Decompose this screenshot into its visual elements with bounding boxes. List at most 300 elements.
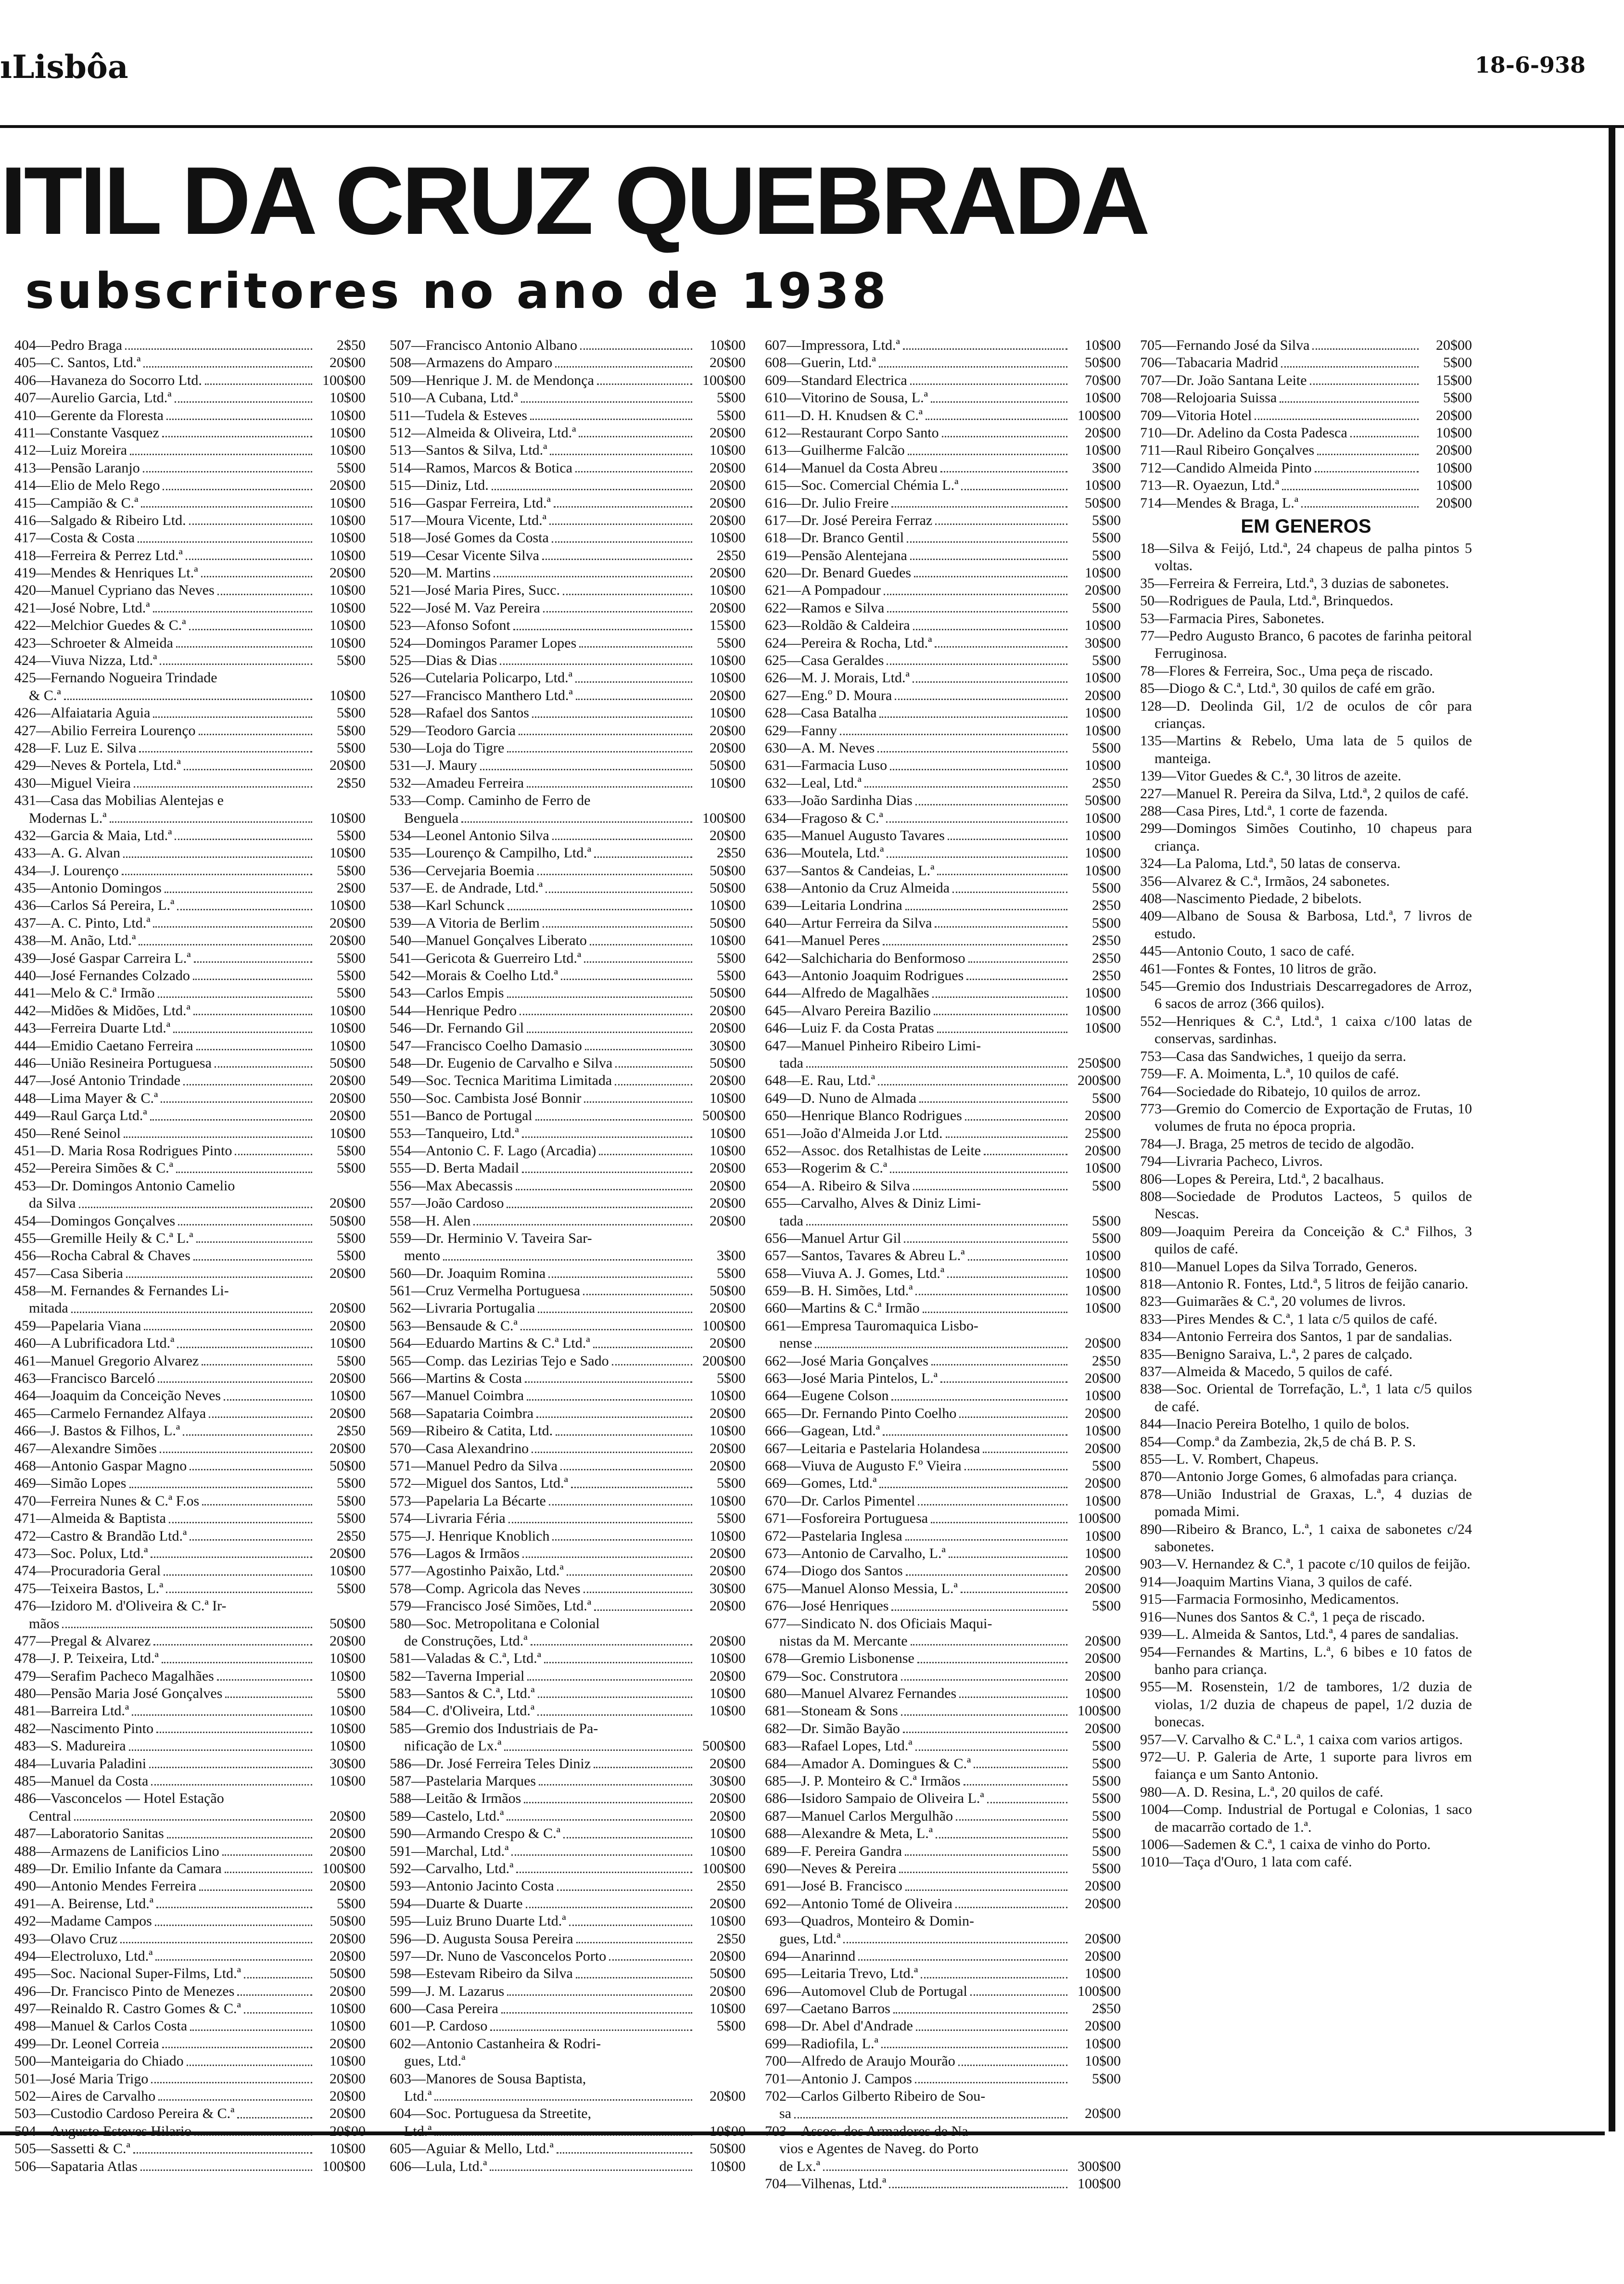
subscriber-name: 571—Manuel Pedro da Silva bbox=[390, 1457, 558, 1474]
subscriber-name: 534—Leonel Antonio Silva bbox=[390, 827, 549, 843]
subscriber-amount: 2$00 bbox=[337, 880, 366, 896]
dot-leader bbox=[538, 1295, 692, 1313]
dot-leader bbox=[165, 875, 312, 893]
dot-leader bbox=[615, 1050, 692, 1068]
subscriber-row bbox=[14, 1650, 366, 1667]
subscriber-name: 584—C. d'Oliveira, Ltd.ª bbox=[390, 1703, 535, 1719]
subscriber-amount: 5$00 bbox=[717, 1370, 746, 1387]
subscriber-name: 422—Melchior Guedes & C.ª bbox=[14, 617, 186, 634]
dot-leader bbox=[952, 875, 1067, 893]
subscriber-amount: 20$00 bbox=[710, 495, 746, 511]
subscriber-row bbox=[390, 442, 746, 459]
subscriber-row bbox=[390, 1072, 746, 1089]
subscriber-amount: 50$00 bbox=[710, 985, 746, 1001]
subscriber-row bbox=[765, 810, 1121, 827]
dot-leader bbox=[538, 1681, 692, 1698]
dot-leader bbox=[552, 1523, 692, 1541]
generos-item: 545—Gremio dos Industriais Descarregadores de Arroz, 6 sacos de arroz (366 quilos). bbox=[1140, 978, 1472, 1012]
dot-leader bbox=[552, 823, 692, 840]
subscriber-amount: 30$00 bbox=[710, 1580, 746, 1596]
dot-leader bbox=[890, 753, 1067, 770]
subscriber-name: 566—Martins & Costa bbox=[390, 1370, 522, 1387]
subscriber-name: 442—Midões & Midões, Ltd.ª bbox=[14, 1002, 190, 1019]
subscriber-name: da Silva bbox=[29, 1195, 76, 1212]
subscriber-amount: 20$00 bbox=[330, 1072, 366, 1089]
dot-leader bbox=[886, 805, 1067, 823]
dot-leader bbox=[887, 840, 1067, 857]
dot-leader bbox=[160, 1436, 312, 1453]
subscriber-amount: 20$00 bbox=[710, 827, 746, 843]
dot-leader bbox=[794, 2101, 1067, 2118]
subscriber-amount: 20$00 bbox=[710, 1195, 746, 1212]
dot-leader bbox=[492, 472, 692, 490]
subscriber-name: 701—Antonio J. Campos bbox=[765, 2070, 912, 2087]
subscriber-amount: 20$00 bbox=[330, 1983, 366, 1999]
generos-item: 35—Ferreira & Ferreira, Ltd.ª, 3 duzias de sabonetes. bbox=[1140, 575, 1449, 591]
subscriber-name: 415—Campião & C.ª bbox=[14, 495, 139, 511]
generos-item: 764—Sociedade do Ribatejo, 10 quilos de arroz. bbox=[1140, 1083, 1421, 1099]
dot-leader bbox=[561, 963, 692, 980]
dot-leader bbox=[520, 998, 692, 1015]
subscriber-name: 407—Aurelio Garcia, Ltd.ª bbox=[14, 390, 172, 406]
subscriber-name: 561—Cruz Vermelha Portuguesa bbox=[390, 1283, 581, 1299]
generos-item: 834—Antonio Ferreira dos Santos, 1 par de sandalias. bbox=[1140, 1328, 1453, 1345]
subscriber-amount: 10$00 bbox=[330, 407, 366, 423]
dot-leader bbox=[901, 1698, 1067, 1715]
subscriber-amount: 10$00 bbox=[710, 442, 746, 459]
subscriber-amount: 20$00 bbox=[1085, 1650, 1121, 1667]
subscriber-amount: 20$00 bbox=[1085, 424, 1121, 441]
dot-leader bbox=[915, 788, 1067, 805]
subscriber-row bbox=[14, 704, 366, 722]
dot-leader bbox=[196, 1225, 313, 1243]
dot-leader bbox=[552, 525, 692, 542]
subscriber-name: 653—Rogerim & C.ª bbox=[765, 1160, 888, 1176]
dot-leader bbox=[156, 1891, 312, 1908]
dot-leader bbox=[935, 630, 1067, 648]
dot-leader bbox=[522, 1155, 692, 1173]
subscriber-amount: 500$00 bbox=[702, 1108, 746, 1124]
subscriber-amount: 20$00 bbox=[710, 1300, 746, 1316]
subscriber-amount: 5$00 bbox=[337, 722, 366, 739]
subscriber-amount: 10$00 bbox=[1085, 1283, 1121, 1299]
subscriber-amount: 10$00 bbox=[710, 1423, 746, 1439]
subscriber-name: 645—Alvaro Pereira Bazilio bbox=[765, 1002, 931, 1019]
subscriber-amount: 50$00 bbox=[330, 1055, 366, 1071]
dot-leader bbox=[217, 1663, 312, 1681]
dot-leader bbox=[124, 1121, 312, 1138]
subscriber-name: 486—Vasconcelos — Hotel Estação bbox=[14, 1790, 224, 1807]
dot-leader bbox=[199, 718, 312, 735]
subscriber-amount: 10$00 bbox=[330, 582, 366, 599]
subscriber-amount: 20$00 bbox=[710, 1755, 746, 1772]
subscriber-amount: 5$00 bbox=[1092, 1738, 1121, 1754]
subscriber-name: 697—Caetano Barros bbox=[765, 2001, 890, 2017]
subscriber-name: 590—Armando Crespo & C.ª bbox=[390, 1825, 560, 1842]
dot-leader bbox=[522, 1541, 692, 1558]
subscriber-name: 420—Manuel Cypriano das Neves bbox=[14, 582, 215, 599]
subscriber-name: 678—Gremio Lisbonense bbox=[765, 1650, 914, 1667]
subscriber-name: 482—Nascimento Pinto bbox=[14, 1720, 154, 1736]
subscriber-name: 612—Restaurant Corpo Santo bbox=[765, 424, 939, 441]
subscriber-name: 452—Pereira Simões & C.ª bbox=[14, 1160, 173, 1176]
subscriber-name: 647—Manuel Pinheiro Ribeiro Limi- bbox=[765, 1037, 981, 1054]
subscriber-amount: 20$00 bbox=[710, 1335, 746, 1352]
dot-leader bbox=[961, 1576, 1067, 1593]
dot-leader bbox=[806, 1208, 1067, 1225]
subscriber-name: 425—Fernando Nogueira Trindade bbox=[14, 670, 217, 686]
subscriber-name: 421—José Nobre, Ltd.ª bbox=[14, 600, 150, 616]
subscriber-amount: 2$50 bbox=[1092, 897, 1121, 914]
subscriber-amount: 20$00 bbox=[1436, 495, 1472, 511]
dot-leader bbox=[935, 508, 1067, 525]
subscriber-amount: 5$00 bbox=[1092, 1790, 1121, 1807]
generos-item: 227—Manuel R. Pereira da Silva, Ltd.ª, 2 quilos de café. bbox=[1140, 785, 1469, 802]
subscriber-name: 539—A Vitoria de Berlim bbox=[390, 915, 540, 931]
subscriber-name: 549—Soc. Tecnica Maritima Limitada bbox=[390, 1072, 612, 1089]
subscriber-amount: 10$00 bbox=[1436, 424, 1472, 441]
subscriber-amount: 5$00 bbox=[337, 459, 366, 476]
subscriber-amount: 10$00 bbox=[1436, 459, 1472, 476]
dot-leader bbox=[530, 403, 692, 420]
subscriber-amount: 5$00 bbox=[337, 827, 366, 843]
subscriber-amount: 10$00 bbox=[1085, 1265, 1121, 1281]
subscriber-name: 580—Soc. Metropolitana e Colonial bbox=[390, 1615, 600, 1632]
generos-item: 914—Joaquim Martins Viana, 3 quilos de café. bbox=[1140, 1573, 1412, 1590]
subscriber-name: 455—Gremille Heily & C.ª L.ª bbox=[14, 1230, 193, 1246]
dot-leader bbox=[916, 2014, 1067, 2031]
subscriber-row bbox=[390, 617, 746, 634]
dot-leader bbox=[907, 525, 1067, 542]
subscriber-name: 680—Manuel Alvarez Fernandes bbox=[765, 1685, 957, 1702]
subscriber-row bbox=[765, 1773, 1121, 1790]
subscriber-name: 460—A Lubrificadora Ltd.ª bbox=[14, 1335, 175, 1352]
subscriber-amount: 20$00 bbox=[710, 1002, 746, 1019]
subscriber-name: 609—Standard Electrica bbox=[765, 372, 907, 388]
subscriber-row bbox=[765, 2105, 1121, 2122]
subscriber-amount: 500$00 bbox=[702, 1738, 746, 1754]
dot-leader bbox=[948, 823, 1067, 840]
subscriber-name: 453—Dr. Domingos Antonio Camelio bbox=[14, 1177, 235, 1194]
subscriber-name: Ltd.ª bbox=[404, 2088, 432, 2105]
subscriber-name: 668—Viuva de Augusto F.º Vieira bbox=[765, 1457, 962, 1474]
subscriber-amount: 5$00 bbox=[717, 950, 746, 966]
dot-leader bbox=[237, 1978, 312, 1996]
subscriber-name: 414—Elio de Melo Rego bbox=[14, 477, 160, 494]
subscriber-amount: 5$00 bbox=[337, 950, 366, 966]
dot-leader bbox=[130, 437, 312, 455]
subscriber-row bbox=[390, 669, 746, 687]
subscriber-name: 563—Bensaude & C.ª bbox=[390, 1317, 518, 1334]
dot-leader bbox=[525, 1365, 692, 1383]
issue-date: 18-6-938 bbox=[1474, 52, 1586, 78]
subscriber-amount: 20$00 bbox=[330, 1108, 366, 1124]
subscriber-name: 575—J. Henrique Knoblich bbox=[390, 1528, 550, 1544]
subscriber-amount: 10$00 bbox=[330, 390, 366, 406]
subscriber-amount: 2$50 bbox=[337, 337, 366, 353]
dot-leader bbox=[176, 1155, 312, 1173]
subscriber-row bbox=[390, 1895, 746, 1913]
subscriber-amount: 20$00 bbox=[1085, 687, 1121, 703]
dot-leader bbox=[244, 1996, 312, 2013]
subscriber-name: 515—Diniz, Ltd. bbox=[390, 477, 489, 494]
subscriber-row bbox=[390, 915, 746, 932]
subscriber-row bbox=[14, 1387, 366, 1404]
dot-leader bbox=[507, 735, 692, 753]
subscriber-name: 597—Dr. Nuno de Vasconcelos Porto bbox=[390, 1948, 607, 1964]
subscriber-row bbox=[390, 652, 746, 669]
subscriber-amount: 5$00 bbox=[1092, 1230, 1121, 1246]
dot-leader bbox=[599, 1138, 692, 1155]
subscriber-row bbox=[14, 1983, 366, 2000]
subscriber-row bbox=[14, 1580, 366, 1597]
dot-leader bbox=[519, 718, 692, 735]
subscriber-amount: 5$00 bbox=[1092, 1457, 1121, 1474]
subscriber-amount: 100$00 bbox=[702, 1317, 746, 1334]
dot-leader bbox=[946, 1121, 1067, 1138]
dot-leader bbox=[74, 1803, 312, 1821]
subscriber-amount: 20$00 bbox=[710, 459, 746, 476]
generos-item: 299—Domingos Simões Coutinho, 10 chapeus para criança. bbox=[1140, 820, 1472, 854]
subscriber-amount: 20$00 bbox=[710, 600, 746, 616]
subscriber-name: 478—J. P. Teixeira, Ltd.ª bbox=[14, 1650, 159, 1667]
dot-leader bbox=[940, 1365, 1067, 1383]
subscriber-row bbox=[14, 652, 366, 669]
subscriber-name: 704—Vilhenas, Ltd.ª bbox=[765, 2176, 887, 2192]
subscriber-amount: 100$00 bbox=[322, 2158, 366, 2174]
subscriber-row bbox=[390, 1125, 746, 1142]
subscriber-name: 595—Luiz Bruno Duarte Ltd.ª bbox=[390, 1913, 566, 1929]
dot-leader bbox=[178, 1208, 312, 1225]
subscriber-amount: 50$00 bbox=[710, 915, 746, 931]
dot-leader bbox=[473, 1208, 692, 1225]
generos-item: 903—V. Hernandez & C.ª, 1 pacote c/10 quilos de feijão. bbox=[1140, 1556, 1471, 1572]
subscriber-name: 705—Fernando José da Silva bbox=[1140, 337, 1310, 353]
subscriber-amount: 10$00 bbox=[1085, 845, 1121, 861]
subscriber-name: 669—Gomes, Ltd.ª bbox=[765, 1475, 877, 1492]
generos-item: 324—La Paloma, Ltd.ª, 50 latas de conserva. bbox=[1140, 855, 1401, 872]
dot-leader bbox=[913, 665, 1067, 682]
dot-leader bbox=[490, 2154, 692, 2171]
subscriber-amount: 20$00 bbox=[710, 722, 746, 739]
dot-leader bbox=[915, 2066, 1067, 2083]
dot-leader bbox=[917, 1646, 1067, 1663]
dot-leader bbox=[175, 823, 312, 840]
subscriber-name: 711—Raul Ribeiro Gonçalves bbox=[1140, 442, 1315, 459]
subscriber-amount: 2$50 bbox=[1092, 950, 1121, 966]
subscriber-amount: 2$50 bbox=[337, 1423, 366, 1439]
subscriber-amount: 10$00 bbox=[1085, 2035, 1121, 2052]
dot-leader bbox=[905, 893, 1067, 910]
subscriber-amount: 5$00 bbox=[337, 862, 366, 879]
subscriber-amount: 5$00 bbox=[1092, 880, 1121, 896]
subscriber-name: 646—Luiz F. da Costa Pratas bbox=[765, 1020, 934, 1036]
subscriber-amount: 20$00 bbox=[330, 355, 366, 371]
subscriber-amount: 10$00 bbox=[710, 1493, 746, 1509]
dot-leader bbox=[921, 1961, 1067, 1978]
subscriber-name: 525—Dias & Dias bbox=[390, 652, 497, 669]
dot-leader bbox=[539, 1768, 692, 1786]
subscriber-name: 451—D. Maria Rosa Rodrigues Pinto bbox=[14, 1142, 232, 1159]
subscriber-amount: 10$00 bbox=[710, 652, 746, 669]
dot-leader bbox=[120, 1926, 312, 1943]
dot-leader bbox=[913, 612, 1067, 630]
subscriber-name: 456—Rocha Cabral & Chaves bbox=[14, 1248, 190, 1264]
subscriber-amount: 20$00 bbox=[1085, 1668, 1121, 1684]
generos-item: 890—Ribeiro & Branco, L.ª, 1 caixa de sabonetes c/24 sabonetes. bbox=[1140, 1521, 1472, 1555]
dot-leader bbox=[177, 893, 312, 910]
subscriber-amount: 50$00 bbox=[330, 1913, 366, 1929]
subscriber-name: 430—Miguel Vieira bbox=[14, 775, 131, 791]
subscriber-amount: 20$00 bbox=[1085, 2105, 1121, 2122]
subscriber-name: 444—Emidio Caetano Ferreira bbox=[14, 1037, 193, 1054]
subscriber-amount: 5$00 bbox=[717, 2018, 746, 2034]
subscriber-amount: 25$00 bbox=[1085, 1125, 1121, 1141]
subscriber-name: 707—Dr. João Santana Leite bbox=[1140, 372, 1307, 388]
subscriber-name: Modernas L.ª bbox=[29, 810, 107, 826]
dot-leader bbox=[959, 1681, 1067, 1698]
subscriber-name: 636—Moutela, Ltd.ª bbox=[765, 845, 884, 861]
subscriber-name: 535—Lourenço & Campilho, Ltd.ª bbox=[390, 845, 592, 861]
subscriber-amount: 10$00 bbox=[1085, 985, 1121, 1001]
subscriber-name: 625—Casa Geraldes bbox=[765, 652, 884, 669]
dot-leader bbox=[507, 1978, 692, 1996]
dot-leader bbox=[184, 753, 312, 770]
subscriber-amount: 10$00 bbox=[1085, 670, 1121, 686]
subscriber-amount: 20$00 bbox=[1085, 1878, 1121, 1894]
subscriber-amount: 10$00 bbox=[1085, 1248, 1121, 1264]
subscriber-row bbox=[390, 1930, 746, 1948]
dot-leader bbox=[155, 1908, 312, 1926]
subscriber-amount: 15$00 bbox=[710, 617, 746, 634]
subscriber-name: 628—Casa Batalha bbox=[765, 705, 877, 721]
generos-item: 356—Alvarez & C.ª, Irmãos, 24 sabonetes. bbox=[1140, 873, 1390, 889]
subscriber-name: 683—Rafael Lopes, Ltd.ª bbox=[765, 1738, 913, 1754]
dot-leader bbox=[560, 1453, 692, 1470]
subscriber-name: tada bbox=[779, 1212, 803, 1229]
subscriber-name: 498—Manuel & Carlos Costa bbox=[14, 2018, 188, 2034]
dot-leader bbox=[891, 1593, 1067, 1610]
subscriber-amount: 20$00 bbox=[710, 1598, 746, 1614]
dot-leader bbox=[942, 420, 1067, 437]
dot-leader bbox=[224, 1383, 312, 1400]
dot-leader bbox=[576, 1961, 692, 1978]
subscriber-name: 620—Dr. Benard Guedes bbox=[765, 565, 912, 581]
subscriber-amount: 20$00 bbox=[710, 1020, 746, 1036]
subscriber-row bbox=[765, 1440, 1121, 1457]
subscriber-name: 483—S. Madureira bbox=[14, 1738, 126, 1754]
dot-leader bbox=[158, 980, 312, 997]
subscriber-name: 657—Santos, Tavares & Abreu L.ª bbox=[765, 1248, 965, 1264]
dot-leader bbox=[140, 2154, 312, 2171]
subscriber-amount: 20$00 bbox=[710, 1948, 746, 1964]
generos-heading: EM GENEROS bbox=[1241, 515, 1371, 537]
dot-leader bbox=[970, 1978, 1067, 1996]
subscriber-name: 562—Livraria Portugalia bbox=[390, 1300, 535, 1316]
subscriber-amount: 10$00 bbox=[1085, 1528, 1121, 1544]
subscriber-row bbox=[390, 2018, 746, 2035]
dot-leader bbox=[134, 770, 312, 788]
subscriber-amount: 10$00 bbox=[710, 897, 746, 914]
subscriber-name: 598—Estevam Ribeiro da Silva bbox=[390, 1965, 573, 1982]
subscriber-name: 431—Casa das Mobilias Alentejas e bbox=[14, 792, 224, 809]
subscriber-amount: 20$00 bbox=[330, 915, 366, 931]
subscriber-amount: 10$00 bbox=[710, 2158, 746, 2174]
dot-leader bbox=[516, 1173, 692, 1190]
dot-leader bbox=[504, 1733, 692, 1750]
subscriber-row bbox=[765, 459, 1121, 477]
subscriber-name: 687—Manuel Carlos Mergulhão bbox=[765, 1808, 953, 1824]
subscriber-name: 627—Eng.º D. Moura bbox=[765, 687, 892, 703]
dot-leader bbox=[843, 1926, 1067, 1943]
dot-leader bbox=[594, 1751, 692, 1768]
subscriber-amount: 100$00 bbox=[702, 810, 746, 826]
dot-leader bbox=[199, 1873, 312, 1890]
subscriber-row bbox=[1140, 442, 1472, 459]
subscriber-amount: 20$00 bbox=[1085, 2018, 1121, 2034]
dot-leader bbox=[480, 753, 692, 770]
subscriber-amount: 20$00 bbox=[1085, 1633, 1121, 1649]
subscriber-name: 660—Martins & C.ª Irmão bbox=[765, 1300, 920, 1316]
subscriber-row bbox=[390, 1913, 746, 1930]
generos-item: 135—Martins & Rebelo, Uma lata de 5 quilos de manteiga. bbox=[1140, 733, 1472, 766]
subscriber-name: 417—Costa & Costa bbox=[14, 530, 135, 546]
generos-item: 1010—Taça d'Ouro, 1 lata com café. bbox=[1140, 1854, 1352, 1870]
subscriber-amount: 20$00 bbox=[1085, 1142, 1121, 1159]
subscriber-row bbox=[765, 950, 1121, 967]
subscriber-name: 479—Serafim Pacheco Magalhães bbox=[14, 1668, 214, 1684]
dot-leader bbox=[949, 1541, 1067, 1558]
masthead: ıLisbôa bbox=[0, 48, 128, 86]
subscriber-name: 634—Fragoso & C.ª bbox=[765, 810, 883, 826]
subscriber-row bbox=[14, 1212, 366, 1230]
subscriber-amount: 50$00 bbox=[1085, 355, 1121, 371]
dot-leader bbox=[937, 858, 1067, 875]
subscriber-name: 488—Armazens de Lanificios Lino bbox=[14, 1843, 219, 1859]
dot-leader bbox=[535, 1103, 692, 1120]
dot-leader bbox=[151, 1541, 312, 1558]
subscriber-amount: 10$00 bbox=[1436, 477, 1472, 494]
dot-leader bbox=[974, 1751, 1067, 1768]
dot-leader bbox=[143, 455, 312, 472]
dot-leader bbox=[225, 1856, 312, 1873]
subscriber-amount: 5$00 bbox=[1092, 1755, 1121, 1772]
headline-title: ITIL DA CRUZ QUEBRADA bbox=[0, 147, 1148, 255]
subscriber-amount: 20$00 bbox=[710, 512, 746, 528]
subscriber-amount: 20$00 bbox=[1436, 442, 1472, 459]
subscriber-name: mento bbox=[404, 1248, 440, 1264]
subscriber-row bbox=[14, 932, 366, 949]
subscriber-amount: 5$00 bbox=[717, 1265, 746, 1281]
dot-leader bbox=[508, 893, 692, 910]
subscriber-amount: 5$00 bbox=[1092, 1825, 1121, 1842]
subscriber-name: 530—Loja do Tigre bbox=[390, 740, 505, 756]
subscriber-amount: 20$00 bbox=[330, 1405, 366, 1421]
subscriber-row bbox=[390, 1335, 746, 1352]
generos-list bbox=[1140, 540, 1472, 1871]
dot-leader bbox=[190, 1523, 312, 1541]
dot-leader bbox=[877, 735, 1067, 753]
subscriber-amount: 20$00 bbox=[330, 1825, 366, 1842]
generos-item: 77—Pedro Augusto Branco, 6 pacotes de farinha peitoral Ferruginosa. bbox=[1140, 627, 1472, 662]
subscriber-amount: 20$00 bbox=[330, 1948, 366, 1964]
subscriber-row bbox=[390, 1457, 746, 1475]
dot-leader bbox=[549, 1488, 692, 1506]
subscriber-amount: 5$00 bbox=[1443, 355, 1472, 371]
generos-item: 833—Pires Mendes & C.ª, 1 lata c/5 quilos de café. bbox=[1140, 1311, 1438, 1327]
subscriber-name: 591—Marchal, Ltd.ª bbox=[390, 1843, 509, 1859]
subscriber-name: 506—Sapataria Atlas bbox=[14, 2158, 138, 2174]
